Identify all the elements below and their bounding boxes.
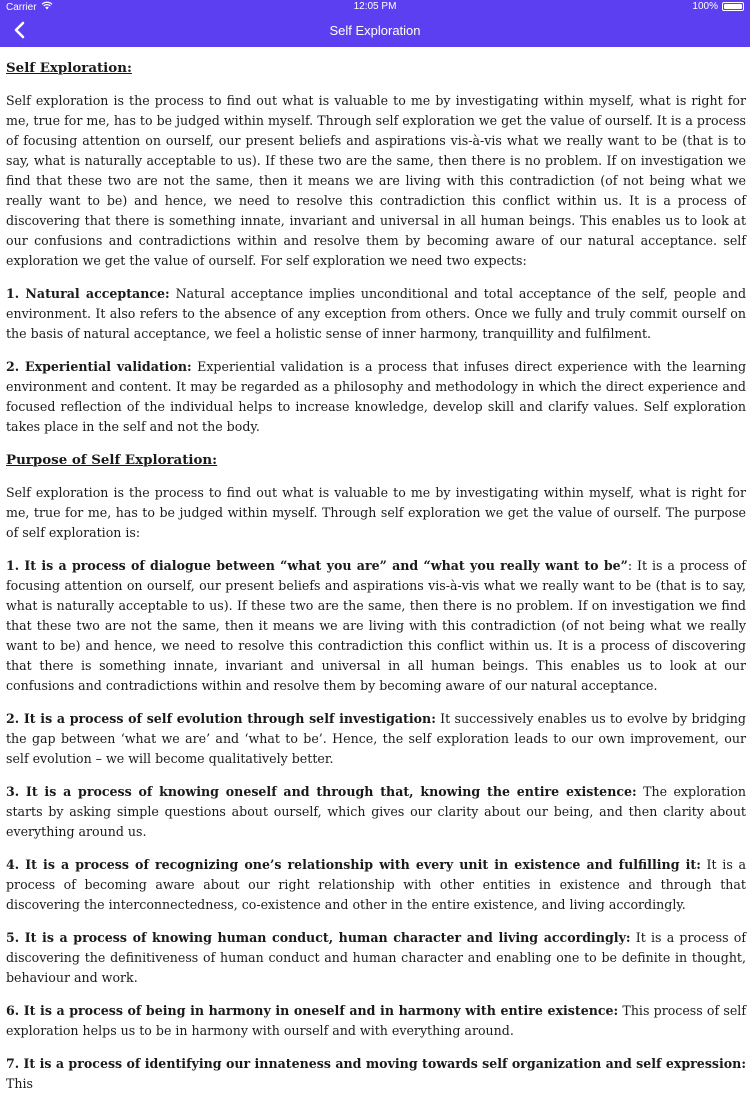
purpose-item [6, 782, 746, 842]
battery-percent: 100% [692, 1, 718, 12]
nav-title: Self Exploration [329, 23, 421, 38]
purpose-item-title: 3. It is a process of knowing oneself and through that, knowing the entire existence: [6, 784, 637, 799]
clock: 12:05 PM [353, 1, 397, 12]
expect-item-text: Natural acceptance implies unconditional and total acceptance of the self, people and environment. It also refers to the absence of any exception from others. Once we fully and truly commit ourself on the basis of natural acceptance, we feel a holistic sense of inner harmony, tranquillity and fulfilment. [6, 286, 747, 341]
battery-icon [722, 2, 744, 11]
purpose-item [6, 1054, 746, 1094]
purpose-item-text: This process of self exploration helps us to be in harmony with ourself and with everything around. [6, 1003, 746, 1038]
purpose-item [6, 855, 746, 915]
carrier-label: Carrier [6, 1, 37, 13]
expect-item-text: Experiential validation is a process that infuses direct experience with the learning environment and content. It may be regarded as a philosophy and methodology in which the direct experience and focused reflection of the individual helps to increase knowledge, develop skill and clarify values. Self exploration takes place in the self and not the body. [6, 359, 747, 434]
purpose-item-text: : It is a process of focusing attention on ourself, our present beliefs and aspirations vis-à-vis what we really want to be (that is to say, what is naturally acceptable to us). If these two are the same, then there is no problem. If on investigation we find that these two are not the same, then it means we are living with this contradiction (of not being what we really want to be) and hence, we need to resolve this contradiction this conflict within us. It is a process of discovering that there is something innate, invariant and universal in all human beings. This enables us to look at our confusions and contradictions within and resolve them by becoming aware of our natural acceptance. [6, 558, 746, 693]
purpose-item-text: It is a process of discovering the definitiveness of human conduct and human character and enabling one to be definite in thought, behaviour and work. [6, 930, 746, 985]
purpose-item-text: This [6, 1076, 34, 1091]
purpose-item [6, 928, 746, 988]
intro-paragraph: Self exploration is the process to find out what is valuable to me by investigating within myself, what is right for me, true for me, has to be judged within myself. Through self exploration we get the value of ourself. It is a process of focusing attention on ourself, our present beliefs and aspirations vis-à-vis what we really want to be (that is to say, what is naturally acceptable to us). If these two are the same, then there is no problem. If on investigation we find that these two are not the same, then it means we are living with this contradiction (of not being what we really want to be) and hence, we need to resolve this contradiction this conflict within us. It is a process of discovering that there is something innate, invariant and universal in all human beings. This enables us to look at our confusions and contradictions within and resolve them by becoming aware of our natural acceptance. self exploration we get the value of ourself. For self exploration we need two expects: [6, 93, 746, 268]
navigation-bar [0, 14, 750, 47]
purpose-item-text: The exploration starts by asking simple questions about ourself, which gives our clarity about our being, and then clarity about everything around us. [6, 784, 746, 839]
purpose-item-title: 7. It is a process of identifying our innateness and moving towards self organization and self expression: [6, 1056, 746, 1071]
expect-item-title: 2. Experiential validation: [6, 359, 192, 374]
purpose-item [6, 1001, 746, 1041]
status-bar [0, 0, 750, 14]
purpose-intro-paragraph: Self exploration is the process to find out what is valuable to me by investigating within myself, what is right for me, true for me, has to be judged within myself. Through self exploration we get the value of ourself. The purpose of self exploration is: [6, 485, 746, 540]
article-content [6, 58, 746, 1107]
expect-item-title: 1. Natural acceptance: [6, 286, 170, 301]
expect-item [6, 357, 746, 437]
purpose-item [6, 709, 746, 769]
purpose-item-title: 4. It is a process of recognizing one’s relationship with every unit in existence and fulfilling it: [6, 857, 701, 872]
expect-item [6, 284, 746, 344]
purpose-item-title: 1. It is a process of dialogue between “what you are” and “what you really want to be” [6, 558, 628, 573]
purpose-item-title: 5. It is a process of knowing human conduct, human character and living accordingly: [6, 930, 631, 945]
purpose-item-text: It is a process of becoming aware about our right relationship with other entities in existence and through that discovering the interconnectedness, co-existence and other in the entire existence, and living accordingly. [6, 857, 747, 912]
purpose-item-title: 6. It is a process of being in harmony in oneself and in harmony with entire existence: [6, 1003, 619, 1018]
purpose-item-text: It successively enables us to evolve by bridging the gap between ‘what we are’ and ‘what to be’. Hence, the self exploration leads to our own improvement, our self evolution – we will become qualitatively better. [6, 711, 746, 766]
section-heading-purpose: Purpose of Self Exploration: [6, 452, 218, 468]
section-heading-self-exploration: Self Exploration: [6, 60, 132, 76]
purpose-item [6, 556, 746, 696]
purpose-item-title: 2. It is a process of self evolution through self investigation: [6, 711, 436, 726]
